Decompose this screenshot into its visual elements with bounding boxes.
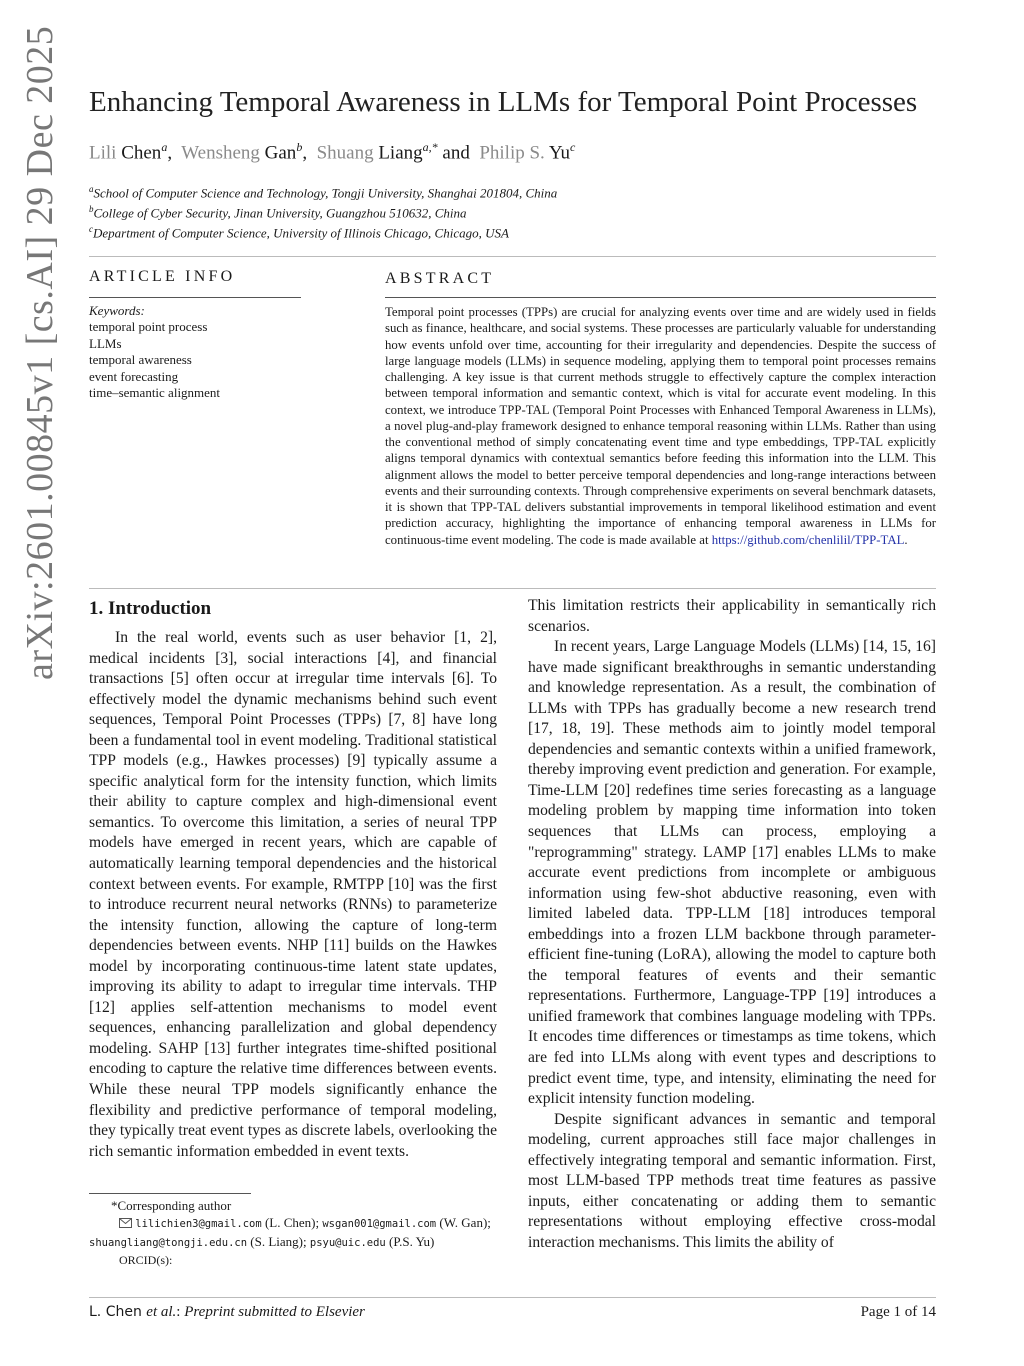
keyword-item: temporal awareness <box>89 352 192 368</box>
email-line-2 <box>89 1233 497 1252</box>
article-info-rule <box>89 297 301 298</box>
author-last-name: Liang <box>378 142 423 164</box>
keywords-label: Keywords: <box>89 303 145 318</box>
author-last-name: Chen <box>121 142 162 164</box>
affiliation-a <box>89 184 557 201</box>
email-address[interactable]: psyu@uic.edu <box>309 1237 386 1249</box>
author-first-name: Philip S. <box>479 142 545 164</box>
email-owner: (S. Liang); <box>247 1234 310 1249</box>
abstract-rule <box>385 297 936 298</box>
footnote-block <box>89 1197 497 1269</box>
left-column <box>89 628 497 1162</box>
author-list <box>89 140 575 164</box>
author-first-name: Shuang <box>316 142 374 164</box>
corresponding-author: *Corresponding author <box>111 1198 232 1213</box>
affiliation-b <box>89 204 467 221</box>
intro-paragraph-2: In recent years, Large Language Models (LLMs) [14, 15, 16] have made significant breakthroughs in semantic understanding and knowledge representation. As a result, the combination of LLMs with TPPs has gradually become a new research trend [17, 18, 19]. These methods aim to jointly model temporal dependencies and semantic contexts within a unified framework, thereby improving event prediction and generation. For example, Time-LLM [20] redefines time series forecasting as a language modeling problem by mapping time information into token sequences that LLMs can process, employing a "reprogramming" strategy. LAMP [17] enables LLMs to make accurate event predictions from incomplete or ambiguous information using few-shot abductive reasoning, even with limited labeled data. TPP-LLM [18] introduces temporal embeddings into a frozen LLM backbone through parameter-efficient fine-tuning (LoRA), allowing the model to capture both the temporal features of events and their semantic representations. Furthermore, Language-TPP [19] introduces a unified framework that combines language modeling with TPPs. It encodes time differences or timestamps as time tokens, which are fed into LLMs along with event types and descriptions to predict event time, type, and intensity, eliminating the need for explicit intensity function modeling. <box>528 638 936 1108</box>
email-owner: (W. Gan); <box>436 1215 491 1230</box>
article-info-heading: ARTICLE INFO <box>89 268 236 285</box>
footer-colon: : <box>176 1304 185 1320</box>
page-number: Page 1 of 14 <box>860 1304 936 1320</box>
author-affil-mark: a,* <box>422 140 438 154</box>
author-first-name: Wensheng <box>181 142 260 164</box>
author-affil-mark: b <box>296 140 303 154</box>
affiliation-text: College of Cyber Security, Jinan University, Guangzhou 510632, China <box>93 205 467 221</box>
footer-divider <box>89 1297 936 1298</box>
affiliation-mark: c <box>89 224 93 234</box>
author-affil-mark: c <box>569 140 576 154</box>
affiliation-c <box>89 224 509 241</box>
abstract-body <box>385 304 936 548</box>
email-address[interactable]: wsgan001@gmail.com <box>322 1218 437 1230</box>
envelope-icon <box>119 1215 132 1232</box>
footer-etal: et al. <box>146 1304 177 1320</box>
author-first-name: Lili <box>89 142 117 164</box>
keywords-block <box>89 303 220 401</box>
footer-author: L. Chen <box>89 1304 147 1320</box>
affiliation-text: School of Computer Science and Technology, Tongji University, Shanghai 201804, China <box>93 185 558 201</box>
affiliation-mark: a <box>89 184 94 194</box>
email-address[interactable]: shuangliang@tongji.edu.cn <box>89 1237 248 1249</box>
footer-left <box>89 1304 365 1321</box>
arxiv-stamp: arXiv:2601.00845v1 [cs.AI] 29 Dec 2025 <box>19 25 61 680</box>
abstract-divider <box>89 588 936 589</box>
keyword-item: LLMs <box>89 335 122 351</box>
paper-title: Enhancing Temporal Awareness in LLMs for Temporal Point Processes <box>89 86 918 118</box>
intro-paragraph-1: In the real world, events such as user behavior [1, 2], medical incidents [3], social interactions [4], and financial transactions [5] often occur at irregular time intervals [6]. To effectively model the dynamic mechanisms behind such event sequences, Temporal Point Processes (TPPs) [7, 8] have long been a fundamental tool in event modeling. Traditional statistical TPP models (e.g., Hawkes processes) [9] typically assume a specific analytical form for the intensity function, which limits their ability to capture complex and high-dimensional event semantics. To overcome this limitation, a series of neural TPP models have emerged in recent years, which are capable of automatically learning temporal dependencies and the historical context between events. For example, RMTPP [10] was the first to introduce recurrent neural networks (RNNs) to parameterize the intensity function, allowing the capture of long-term dependencies between events. NHP [11] builds on the Hawkes model by incorporating continuous-time latent state updates, improving its ability to adapt to irregular time intervals. THP [12] applies self-attention mechanisms to model event sequences, enhancing parallelization and global dependency modeling. SAHP [13] further integrates time-shifted positional encoding to capture the relative time differences between events. While these neural TPP models significantly enhance the flexibility and predictive performance of temporal modeling, they typically treat event types as discrete labels, overlooking the rich semantic information embedded in event texts. <box>89 629 497 1160</box>
right-column <box>528 596 936 1254</box>
affiliation-text: Department of Computer Science, University of Illinois Chicago, Chicago, USA <box>93 225 509 241</box>
abstract-text: Temporal point processes (TPPs) are crucial for analyzing events over time and are widely used in fields such as finance, healthcare, and social systems. These processes are particularly valuable for understanding how events unfold over time, accounting for their irregularity and dependencies. Despite the success of large language models (LLMs) in sequence modeling, applying them to temporal point processes remains challenging. A key issue is that current methods struggle to effectively capture the complex interaction between temporal information and semantic context, which is vital for accurate event modeling. In this context, we introduce TPP-TAL (Temporal Point Processes with Enhanced Temporal Awareness in LLMs), a novel plug-and-play framework designed to enhance temporal reasoning within LLMs. Rather than using the conventional method of simply concatenating event time and type embeddings, TPP-TAL explicitly aligns temporal dynamics with contextual semantics before feeding this information into the LLM. This alignment allows the model to better perceive temporal dependencies and long-range interactions between events and their surrounding contexts. Through comprehensive experiments on several benchmark datasets, it is shown that TPP-TAL delivers substantial improvements in temporal likelihood estimation and event prediction accuracy, highlighting the importance of enhancing temporal awareness in LLMs for continuous-time event modeling. The code is made available at <box>385 305 936 547</box>
abstract-end: . <box>904 532 908 547</box>
footer-journal: Preprint submitted to Elsevier <box>184 1304 365 1320</box>
author-separator: , <box>302 142 312 164</box>
keyword-item: event forecasting <box>89 368 179 384</box>
code-link[interactable]: https://github.com/chenlilil/TPP-TAL <box>711 532 905 547</box>
intro-paragraph-1-continued: This limitation restricts their applicability in semantically rich scenarios. <box>528 597 936 635</box>
email-line-1 <box>89 1214 497 1233</box>
orcid-line: ORCID(s): <box>119 1253 173 1267</box>
email-address[interactable]: lilichien3@gmail.com <box>135 1218 262 1230</box>
header-divider <box>89 256 936 257</box>
keyword-item: temporal point process <box>89 319 208 335</box>
affiliation-mark: b <box>89 204 94 214</box>
author-separator: , <box>167 142 177 164</box>
author-affil-mark: a <box>161 140 168 154</box>
section-heading-introduction: 1. Introduction <box>89 598 212 619</box>
intro-paragraph-3: Despite significant advances in semantic and temporal modeling, current approaches still face major challenges in effectively integrating temporal and semantic information. First, most LLM-based TPP methods treat time features as passive inputs, either concatenating or adding them to semantic representations without employing effective cross-modal interaction mechanisms. This limits the ability of <box>528 1110 936 1251</box>
keyword-item: time–semantic alignment <box>89 385 221 401</box>
footnote-rule <box>89 1193 251 1194</box>
author-last-name: Yu <box>548 142 570 164</box>
abstract-heading: ABSTRACT <box>385 270 495 287</box>
author-separator: and <box>437 142 475 164</box>
author-last-name: Gan <box>264 142 297 164</box>
email-owner: (P.S. Yu) <box>385 1234 435 1249</box>
email-owner: (L. Chen); <box>261 1215 323 1230</box>
